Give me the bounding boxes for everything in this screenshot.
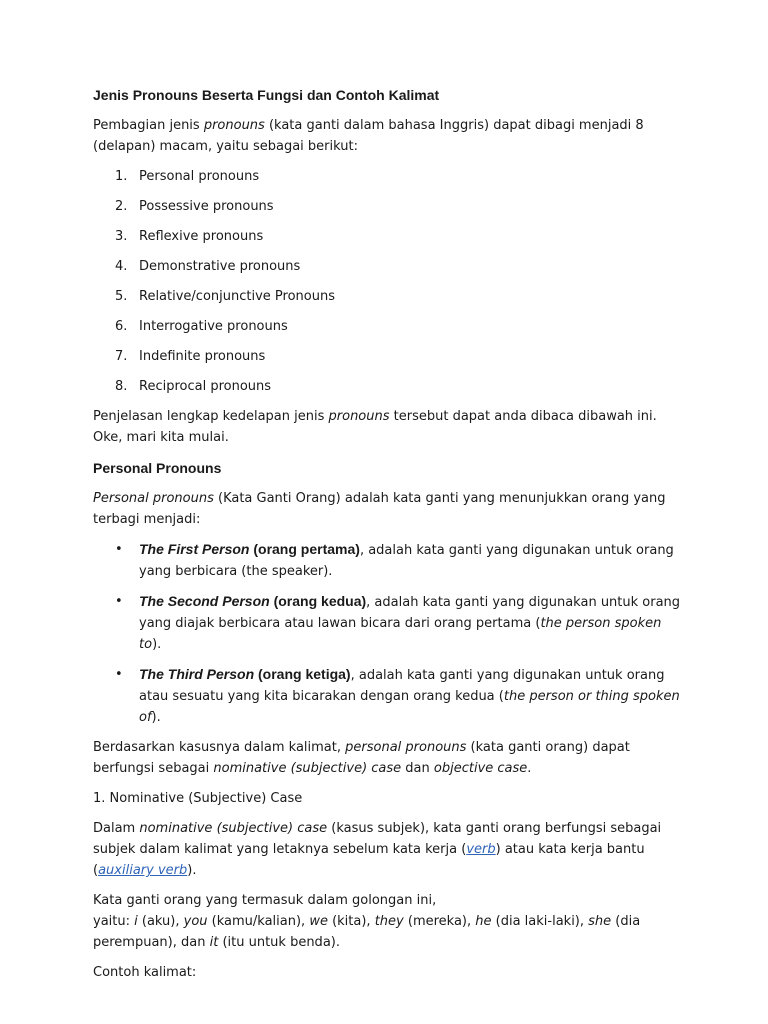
list-number: 6. xyxy=(115,319,128,334)
pronoun-gloss: (dia perempuan), dan xyxy=(93,914,641,950)
person-desc: , adalah kata ganti yang digunakan untuk orang atau sesuatu yang kita bicarakan dengan orang kedua ( xyxy=(139,668,665,704)
pronoun-gloss: (itu untuk benda). xyxy=(218,935,340,950)
cases-text: . xyxy=(527,761,532,776)
intro-paragraph xyxy=(93,115,683,157)
person-example: the person or thing spoken of xyxy=(139,689,680,725)
cases-text: Berdasarkan kasusnya dalam kalimat, xyxy=(93,740,346,755)
list-item xyxy=(93,346,683,367)
intro-term: pronouns xyxy=(203,118,265,133)
nominative-definition xyxy=(93,818,683,881)
list-item xyxy=(93,316,683,337)
person-term: The First Person xyxy=(139,541,250,557)
pronoun-word: it xyxy=(209,935,219,950)
list-number: 8. xyxy=(115,379,128,394)
bullet-icon: • xyxy=(115,594,123,609)
personal-def-text: (Kata Ganti Orang) adalah kata ganti yang menunjukkan orang yang terbagi menjadi: xyxy=(93,491,666,527)
cases-text: (kata ganti orang) dapat berfungsi sebagai xyxy=(93,740,630,776)
list-label: Interrogative pronouns xyxy=(139,319,288,334)
person-gloss: (orang pertama) xyxy=(249,541,360,557)
explain-paragraph xyxy=(93,406,683,448)
list-label: Indefinite pronouns xyxy=(139,349,266,364)
list-item xyxy=(93,166,683,187)
person-desc: , adalah kata ganti yang digunakan untuk orang yang diajak berbicara atau lawan bicara dari orang pertama ( xyxy=(139,595,681,631)
list-label: Demonstrative pronouns xyxy=(139,259,301,274)
group-text: Kata ganti orang yang termasuk dalam golongan ini, xyxy=(93,893,437,908)
list-number: 7. xyxy=(115,349,128,364)
list-item xyxy=(93,591,683,655)
list-item xyxy=(93,286,683,307)
intro-text: Pembagian jenis xyxy=(93,118,204,133)
document-title: Jenis Pronouns Beserta Fungsi dan Contoh Kalimat xyxy=(93,87,440,103)
person-example: the person spoken to xyxy=(139,616,662,652)
nominative-text: Dalam xyxy=(93,821,140,836)
pronoun-word: i xyxy=(134,914,138,929)
explain-term: pronouns xyxy=(328,409,390,424)
cases-term: personal pronouns xyxy=(345,740,467,755)
pronoun-types-list xyxy=(93,166,683,397)
list-item xyxy=(93,664,683,728)
list-number: 5. xyxy=(115,289,128,304)
personal-term: Personal pronouns xyxy=(93,491,214,506)
person-end: ). xyxy=(152,637,162,652)
list-item xyxy=(93,376,683,397)
explain-text-end: tersebut dapat anda dibaca dibawah ini. Oke, mari kita mulai. xyxy=(93,409,657,445)
group-text: yaitu: xyxy=(93,914,135,929)
pronoun-word: you xyxy=(183,914,208,929)
examples-label: Contoh kalimat: xyxy=(93,965,197,980)
pronoun-gloss: (kamu/kalian), xyxy=(207,914,310,929)
document-page xyxy=(93,84,683,992)
list-item xyxy=(93,256,683,277)
nominative-term: nominative (subjective) case xyxy=(139,821,328,836)
verb-link[interactable]: verb xyxy=(466,842,496,857)
list-label: Possessive pronouns xyxy=(139,199,274,214)
pronoun-word: she xyxy=(588,914,612,929)
cases-text: dan xyxy=(401,761,434,776)
nominative-text: (kasus subjek), kata ganti orang berfungsi sebagai subjek dalam kalimat yang letaknya sebelum kata kerja ( xyxy=(93,821,662,857)
intro-text-end: (kata ganti dalam bahasa Inggris) dapat dibagi menjadi 8 (delapan) macam, yaitu sebagai berikut: xyxy=(93,118,644,154)
explain-text: Penjelasan lengkap kedelapan jenis xyxy=(93,409,329,424)
list-item xyxy=(93,226,683,247)
list-number: 1. xyxy=(115,169,128,184)
list-label: Reciprocal pronouns xyxy=(139,379,272,394)
pronoun-gloss: (aku), xyxy=(137,914,184,929)
cases-paragraph xyxy=(93,737,683,779)
list-label: Personal pronouns xyxy=(139,169,260,184)
pronoun-gloss: (kita), xyxy=(327,914,375,929)
list-number: 4. xyxy=(115,259,128,274)
pronoun-gloss: (dia laki-laki), xyxy=(491,914,589,929)
nominative-text: ). xyxy=(187,863,197,878)
nominative-heading: 1. Nominative (Subjective) Case xyxy=(93,791,303,806)
person-gloss: (orang ketiga) xyxy=(254,666,351,682)
list-label: Reflexive pronouns xyxy=(139,229,264,244)
person-gloss: (orang kedua) xyxy=(269,593,367,609)
personal-definition xyxy=(93,488,683,530)
person-end: ). xyxy=(151,710,161,725)
list-item xyxy=(93,539,683,582)
person-term: The Second Person xyxy=(139,593,270,609)
nominative-text: ) atau kata kerja bantu ( xyxy=(93,842,645,878)
cases-term: objective case xyxy=(433,761,528,776)
pronoun-word: we xyxy=(309,914,328,929)
group-paragraph xyxy=(93,890,683,953)
persons-list xyxy=(93,539,683,728)
cases-term: nominative (subjective) case xyxy=(213,761,402,776)
list-number: 2. xyxy=(115,199,128,214)
pronoun-gloss: (mereka), xyxy=(403,914,476,929)
list-item xyxy=(93,196,683,217)
list-number: 3. xyxy=(115,229,128,244)
person-term: The Third Person xyxy=(139,666,255,682)
auxiliary-verb-link[interactable]: auxiliary verb xyxy=(98,863,188,878)
person-desc: , adalah kata ganti yang digunakan untuk orang yang berbicara (the speaker). xyxy=(139,543,674,579)
pronoun-word: they xyxy=(374,914,404,929)
pronoun-word: he xyxy=(475,914,492,929)
section-heading-personal: Personal Pronouns xyxy=(93,460,222,476)
bullet-icon: • xyxy=(115,667,123,682)
bullet-icon: • xyxy=(115,542,123,557)
list-label: Relative/conjunctive Pronouns xyxy=(139,289,335,304)
